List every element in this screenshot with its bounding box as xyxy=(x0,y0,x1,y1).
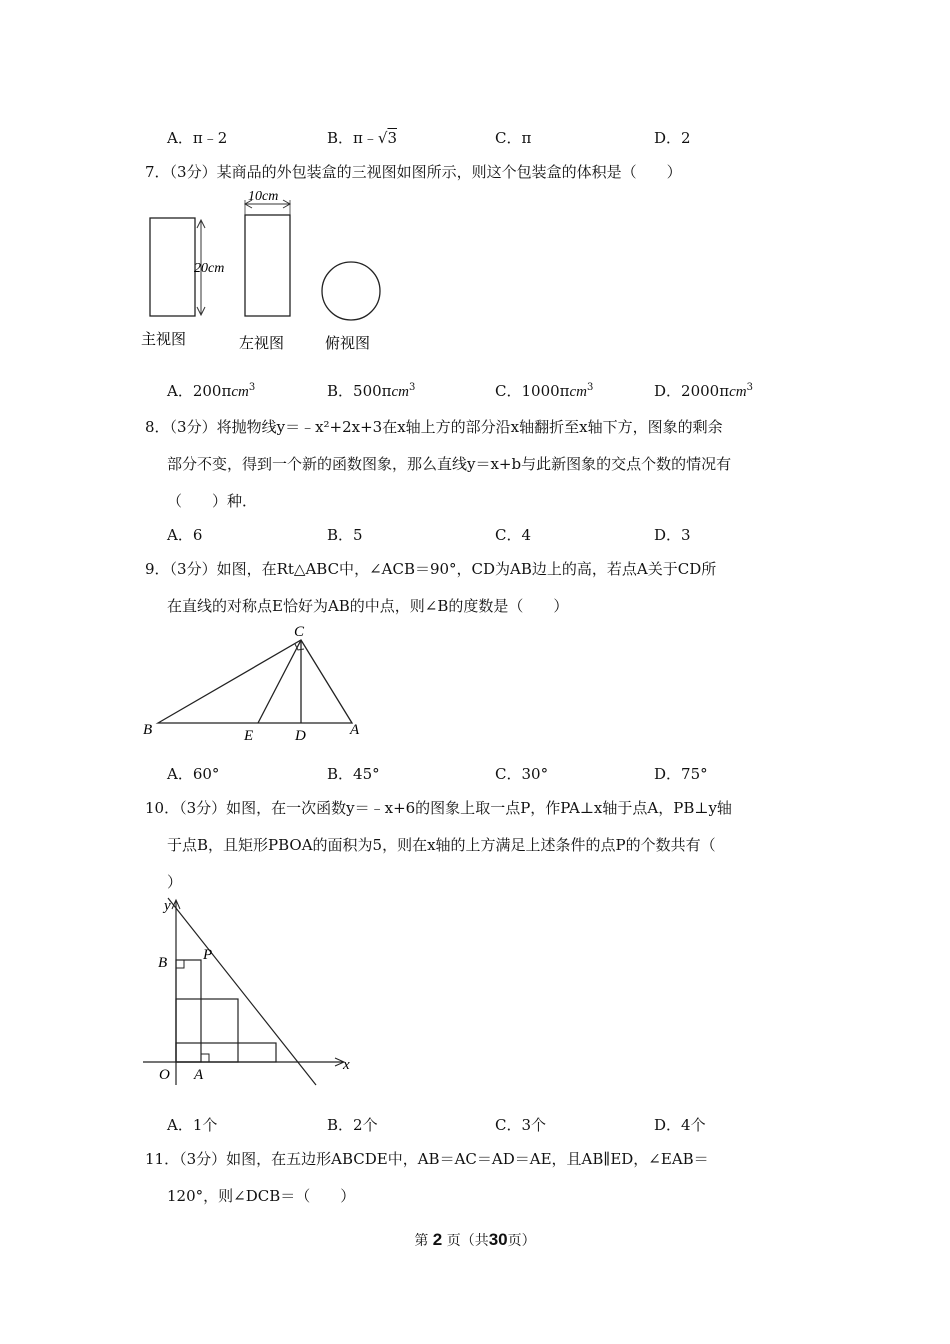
current-page-number: 2 xyxy=(432,1230,443,1249)
q9-triangle-figure xyxy=(138,620,368,745)
top-view-label: 俯视图 xyxy=(325,334,371,352)
q11-stem-line2: 120°，则∠DCB＝（ ） xyxy=(167,1187,356,1205)
q9-option-d: D．75° xyxy=(654,765,708,783)
page-footer: 第 2 页（共30页） xyxy=(414,1230,536,1249)
q10-option-a: A．1个 xyxy=(167,1116,218,1134)
q7-option-d: D．2000πcm$^3$ xyxy=(654,382,753,400)
label-b: B xyxy=(143,722,153,738)
label-p: P xyxy=(203,947,213,963)
q6-option-b: B．π﹣√3 xyxy=(327,129,397,147)
label-d: D xyxy=(295,728,306,744)
q10-option-b: B．2个 xyxy=(327,1116,378,1134)
q8-option-c: C．4 xyxy=(495,526,532,544)
q10-option-d: D．4个 xyxy=(654,1116,706,1134)
q9-stem-line1: 9．（3分）如图，在Rt△ABC中，∠ACB＝90°，CD为AB边上的高，若点A关于CD所 xyxy=(145,560,717,578)
front-view xyxy=(150,218,195,316)
q7-three-view-figure xyxy=(138,186,398,356)
q7-option-a: A．200πcm$^3$ xyxy=(167,382,256,400)
side-view xyxy=(245,215,290,316)
q8-stem-line2: 部分不变，得到一个新的函数图象，那么直线y＝x+b与此新图象的交点个数的情况有 xyxy=(167,455,732,473)
q10-graph-figure xyxy=(138,893,363,1093)
total-page-number: 30 xyxy=(488,1230,508,1249)
line-y-eq-neg-x-plus-6 xyxy=(168,898,316,1085)
label-x: x xyxy=(343,1057,350,1073)
label-a: A xyxy=(350,722,360,738)
triangle-abc xyxy=(158,640,352,723)
q6-option-c: C．π xyxy=(495,129,532,147)
q10-stem-line3: ） xyxy=(167,873,183,891)
width-label: 10cm xyxy=(248,189,279,204)
q8-stem-line3: （ ）种． xyxy=(167,492,258,510)
q9-option-c: C．30° xyxy=(495,765,549,783)
q8-stem-line1: 8．（3分）将抛物线y＝﹣x²+2x+3在x轴上方的部分沿x轴翻折至x轴下方，图象的剩余 xyxy=(145,418,723,436)
q11-stem-line1: 11．（3分）如图，在五边形ABCDE中，AB＝AC＝AD＝AE，且AB∥ED，∠EAB＝ xyxy=(145,1150,709,1168)
top-view xyxy=(322,262,380,320)
q7-stem: 7．（3分）某商品的外包装盒的三视图如图所示，则这个包装盒的体积是（ ） xyxy=(145,163,682,181)
q9-option-b: B．45° xyxy=(327,765,380,783)
label-c: C xyxy=(294,624,305,640)
q10-option-c: C．3个 xyxy=(495,1116,547,1134)
q7-option-b: B．500πcm$^3$ xyxy=(327,382,416,400)
q8-option-b: B．5 xyxy=(327,526,363,544)
q10-stem-line1: 10．（3分）如图，在一次函数y＝﹣x+6的图象上取一点P，作PA⊥x轴于点A，PB⊥y轴 xyxy=(145,799,732,817)
front-view-label: 主视图 xyxy=(141,330,187,348)
q9-stem-line2: 在直线的对称点E恰好为AB的中点，则∠B的度数是（ ） xyxy=(167,597,569,615)
q10-stem-line2: 于点B，且矩形PBOA的面积为5，则在x轴的上方满足上述条件的点P的个数共有（ xyxy=(167,836,716,854)
q6-option-d: D．2 xyxy=(654,129,691,147)
q8-option-a: A．6 xyxy=(167,526,203,544)
label-o: O xyxy=(159,1067,170,1083)
label-y: y xyxy=(164,898,171,914)
label-b: B xyxy=(158,955,168,971)
q6-option-a: A．π﹣2 xyxy=(167,129,228,147)
label-e: E xyxy=(244,728,254,744)
q9-option-a: A．60° xyxy=(167,765,220,783)
height-label: 20cm xyxy=(194,261,225,276)
label-a: A xyxy=(194,1067,204,1083)
side-view-label: 左视图 xyxy=(239,334,285,352)
q7-option-c: C．1000πcm$^3$ xyxy=(495,382,594,400)
q8-option-d: D．3 xyxy=(654,526,691,544)
